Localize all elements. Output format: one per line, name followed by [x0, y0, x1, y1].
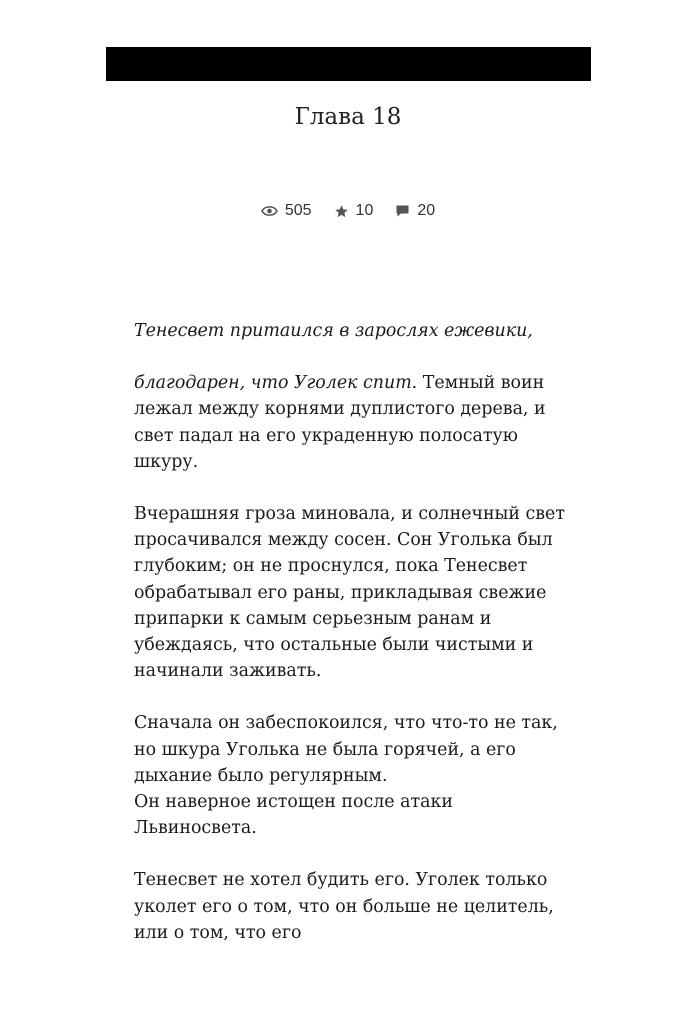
- stars-stat: [334, 202, 374, 220]
- comments-count: 20: [417, 202, 436, 219]
- views-count: 505: [284, 202, 312, 219]
- star-icon: [334, 204, 349, 219]
- views-stat: [261, 202, 312, 220]
- chapter-stats: [0, 202, 696, 220]
- chapter-title: Глава 18: [294, 104, 402, 130]
- paragraph: [134, 370, 574, 475]
- paragraph-text: Сначала он забеспокоился, что что-то не так, но шкура Уголька не была горячей, а его дыхание было регулярным.: [134, 713, 558, 786]
- paragraph-text: Он наверное истощен после атаки Львиносвета.: [134, 792, 453, 839]
- paragraph: [134, 318, 574, 344]
- paragraph: Вчерашняя гроза миновала, и солнечный свет просачивался между сосен. Сон Уголька был глубоким; он не проснулся, пока Тенесвет обрабатывал его раны, прикладывая свежие припарки к самым серьезным ранам и убеждаясь, что остальные были чистыми и начинали заживать.: [134, 504, 565, 682]
- paragraph-text: Темный воин лежал между корнями дуплистого дерева, и свет падал на его украденную полосатую шкуру.: [134, 373, 546, 472]
- top-banner-bar: [106, 47, 591, 81]
- paragraph: Тенесвет не хотел будить его. Уголек только уколет его о том, что он больше не целитель, или о том, что его: [134, 870, 554, 943]
- comment-icon: [395, 204, 410, 218]
- stars-count: 10: [355, 202, 374, 219]
- paragraph: [134, 710, 574, 841]
- eye-icon: [261, 205, 278, 217]
- chapter-text: [134, 318, 574, 972]
- comments-stat: [395, 202, 435, 220]
- italic-text: Тенесвет притаился в зарослях ежевики,: [134, 321, 533, 341]
- italic-text: благодарен, что Уголек спит.: [134, 373, 418, 394]
